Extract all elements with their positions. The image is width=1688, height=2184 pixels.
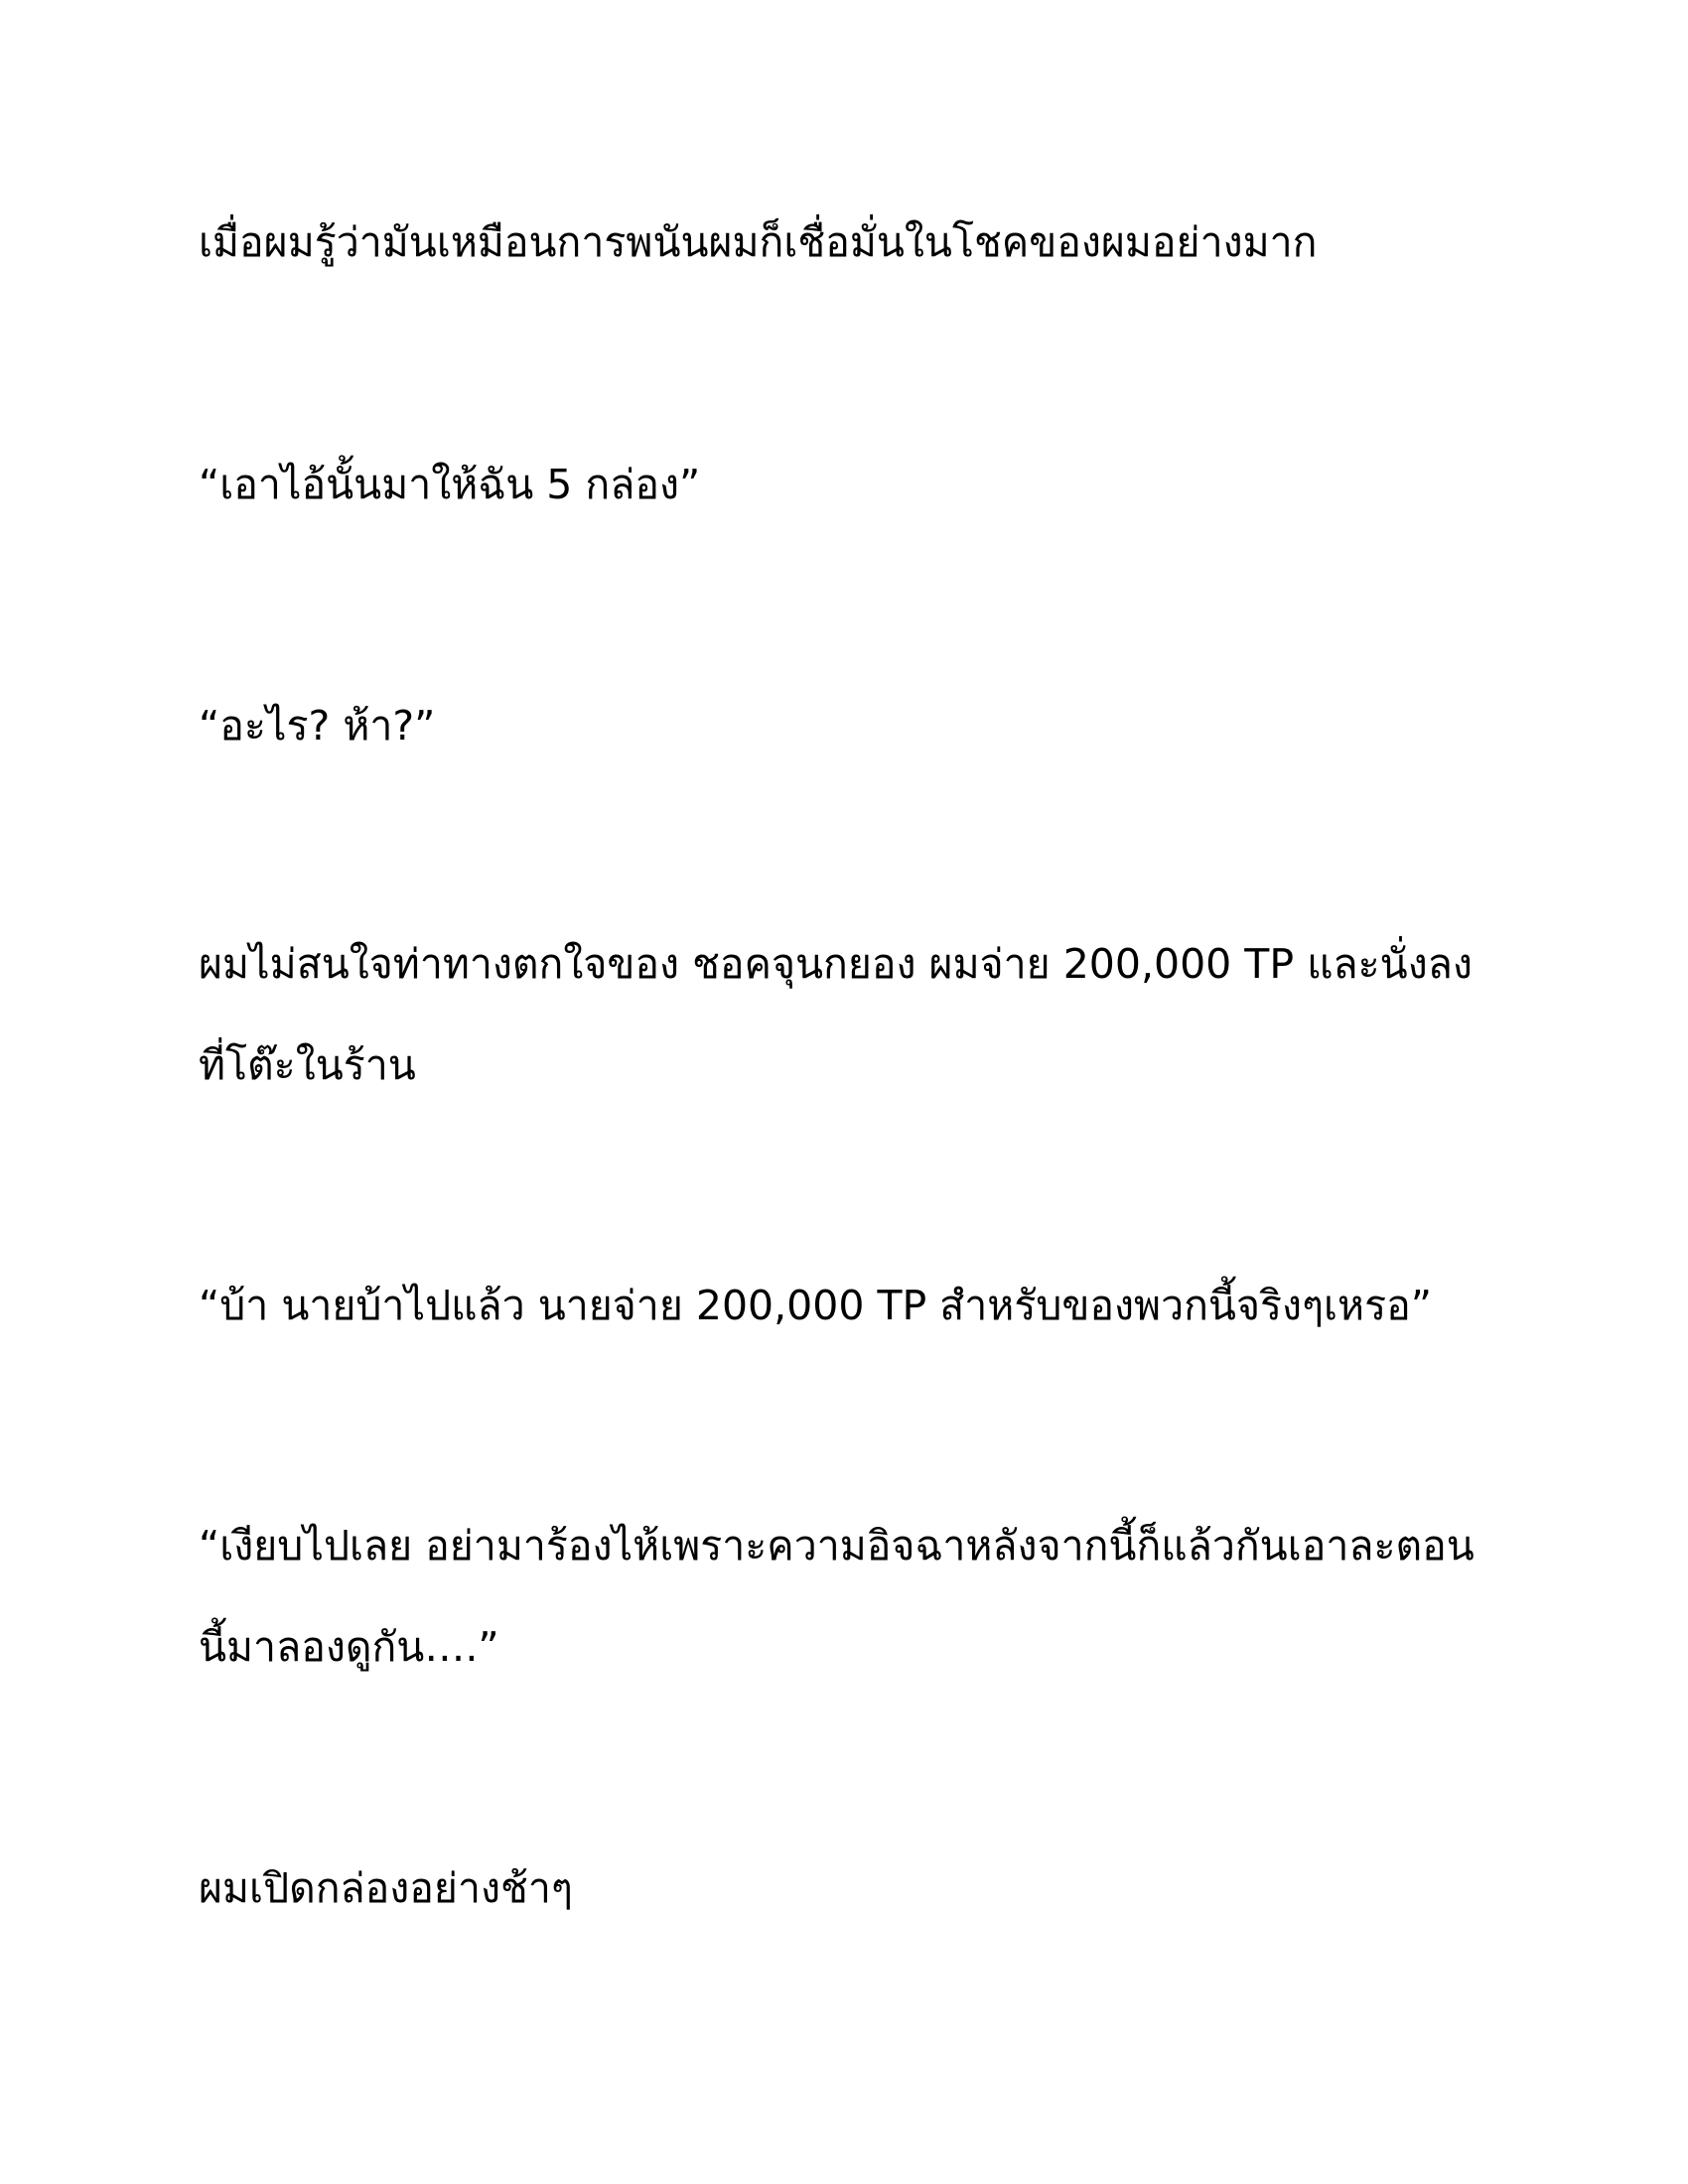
paragraph-1: เมื่อผมรู้ว่ามันเหมือนการพนันผมก็เชื่อมั่นในโชคของผมอย่างมาก [199, 218, 1318, 266]
paragraph-4: ผมไม่สนใจท่าทางตกใจของ ชอคจุนกยอง ผมจ่าย 200,000 TP และนั่งลงที่โต๊ะในร้าน [199, 940, 1473, 1089]
paragraph-2: “เอาไอ้นั้นมาให้ฉัน 5 กล่อง” [199, 461, 701, 508]
paragraph-7: ผมเปิดกล่องอย่างช้าๆ [199, 1864, 573, 1912]
paragraph-5: “บ้า นายบ้าไปแล้ว นายจ่าย 200,000 TP สำหรับของพวกนี้จริงๆเหรอ” [199, 1282, 1432, 1329]
paragraph-6: “เงียบไปเลย อย่ามาร้องไห้เพราะความอิจฉาหลังจากนี้ก็แล้วกันเอาละตอนนี้มาลองดูกัน….” [199, 1522, 1475, 1671]
paragraph-3: “อะไร? ห้า?” [199, 702, 436, 750]
